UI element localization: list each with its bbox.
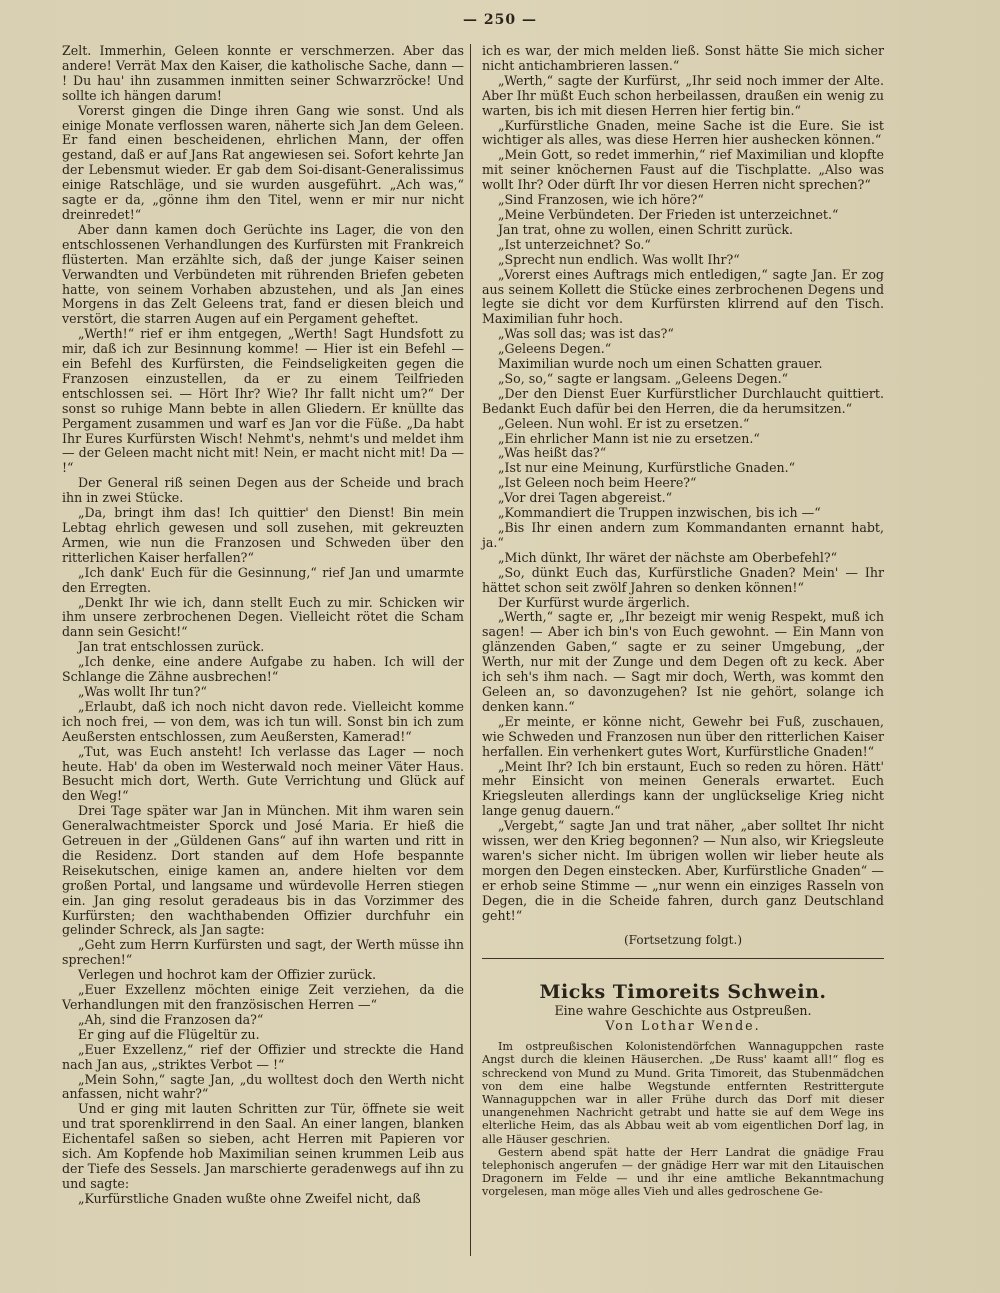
- paragraph: „Vergebt,“ sagte Jan und trat näher, „aber solltet Ihr nicht wissen, wer den Krieg begonnen? — Nun also, wir Kriegsleute waren's sicher nicht. Im übrigen wollen wir lieber heute als morgen den Degen einstecken. Aber, Kurfürstliche Gnaden“ — er erhob seine Stimme — „nur wenn ein einziges Rasseln von Degen, die in die Scheide fahren, durch ganz Deutschland geht!“: [482, 818, 884, 923]
- paragraph: „Der den Dienst Euer Kurfürstlicher Durchlaucht quittiert. Bedankt Euch dafür bei den Herren, die da herumsitzen.“: [482, 385, 884, 416]
- paragraph: Maximilian wurde noch um einen Schatten grauer.: [498, 356, 823, 372]
- paragraph: Verlegen und hochrot kam der Offizier zurück.: [78, 967, 376, 983]
- paragraph: „Mein Sohn,“ sagte Jan, „du wolltest doch den Werth nicht anfassen, nicht wahr?“: [62, 1071, 464, 1102]
- column-divider: [470, 44, 471, 1256]
- paragraph: Jan trat entschlossen zurück.: [78, 639, 265, 655]
- paragraph: „Ah, sind die Franzosen da?“: [78, 1011, 264, 1027]
- page-number: — 250 —: [463, 12, 537, 28]
- story-body: [482, 1040, 884, 1198]
- left-column: [62, 44, 464, 1207]
- paragraph: „Kommandiert die Truppen inzwischen, bis ich —“: [498, 505, 821, 521]
- paragraph: „Denkt Ihr wie ich, dann stellt Euch zu mir. Schicken wir ihm unsere zerbrochenen Degen. Vielleicht rötet die Scham dann sein Gesicht!“: [62, 594, 464, 640]
- paragraph: Gestern abend spät hatte der Herr Landrat die gnädige Frau telephonisch angerufen — der gnädige Herr war mit den Litauischen Dragonern im Felde — und ihr eine amtliche Bekanntmachung vorgelesen, man möge alles Vieh und alles gedroschene Ge-: [482, 1145, 884, 1199]
- paragraph: „Vor drei Tagen abgereist.“: [498, 490, 673, 506]
- story-author: Von Lothar Wende.: [605, 1018, 761, 1034]
- right-column: [482, 44, 884, 1199]
- paragraph: „Tut, was Euch ansteht! Ich verlasse das Lager — noch heute. Hab' da oben im Westerwald noch meiner Väter Haus. Besucht mich dort, Werth. Gute Verrichtung und Glück auf den Weg!“: [62, 743, 464, 804]
- paragraph: „Meine Verbündeten. Der Frieden ist unterzeichnet.“: [498, 206, 839, 222]
- continued-note: (Fortsetzung folgt.): [624, 933, 742, 948]
- paragraph: „Sprecht nun endlich. Was wollt Ihr?“: [498, 251, 740, 267]
- paragraph: „Ist nur eine Meinung, Kurfürstliche Gnaden.“: [498, 460, 796, 476]
- paragraph: „Geleen. Nun wohl. Er ist zu ersetzen.“: [498, 415, 750, 431]
- paragraph: Zelt. Immerhin, Geleen konnte er verschmerzen. Aber das andere! Verrät Max den Kaiser, die katholische Sache, dann — ! Du hau' ihn zusammen inmitten seiner Schwarzröcke! Und sollte ich hängen darum!: [62, 43, 464, 103]
- story-title: Micks Timoreits Schwein.: [539, 981, 827, 1004]
- paragraph: Aber dann kamen doch Gerüchte ins Lager, die von den entschlossenen Verhandlungen des Kurfürsten mit Frankreich flüsterten. Man erzählte sich, daß der junge Kaiser seinen Verwandten und Verbündeten mit rührenden Briefen gebeten hatte, von seinem Vorhaben abzustehen, und als Jan eines Morgens in das Zelt Geleens trat, fand er diesen bleich und verstört, die starren Augen auf ein Pergament geheftet.: [62, 221, 464, 327]
- paragraph: „Geht zum Herrn Kurfürsten und sagt, der Werth müsse ihn sprechen!“: [62, 937, 464, 968]
- section-divider: [482, 958, 884, 959]
- paragraph: „Was heißt das?“: [498, 445, 607, 461]
- paragraph: „Kurfürstliche Gnaden wußte ohne Zweifel nicht, daß: [78, 1190, 421, 1206]
- paragraph: „Werth,“ sagte er, „Ihr bezeigt mir wenig Respekt, muß ich sagen! — Aber ich bin's von Euch gewohnt. — Ein Mann von glänzenden Gaben,“ sagte er zu seiner Umgebung, „der Werth, nur mit der Zunge und dem Degen oft zu keck. Aber ich seh's ihm nach. — Sagt mir doch, Werth, was kommt den Geleen an, so davonzugehen? Ist nie gehört, solange ich denken kann.“: [482, 609, 884, 714]
- paragraph: „Er meinte, er könne nicht, Gewehr bei Fuß, zuschauen, wie Schweden und Franzosen nun über den ritterlichen Kaiser herfallen. Ein verhenkert gutes Wort, Kurfürstliche Gnaden!“: [482, 713, 884, 759]
- paragraph: Drei Tage später war Jan in München. Mit ihm waren sein Generalwachtmeister Sporck und José Maria. Er hieß die Getreuen in der „Güldenen Gans“ auf ihn warten und ritt in die Residenz. Dort standen auf dem Hofe bespannte Reisekutschen, einige kamen an, andere hielten vor dem großen Portal, und langsame und würdevolle Herren stiegen ein. Jan ging resolut geradeaus bis in das Vorzimmer des Kurfürsten; den wachthabenden Offizier durchfuhr ein gelinder Schreck, als Jan sagte:: [62, 803, 464, 938]
- paragraph: „Geleens Degen.“: [498, 341, 612, 357]
- novel-continuation: [482, 44, 884, 923]
- story-subtitle: Eine wahre Geschichte aus Ostpreußen.: [554, 1003, 812, 1019]
- paragraph: „Meint Ihr? Ich bin erstaunt, Euch so reden zu hören. Hätt' mehr Einsicht von meinen Generals erwartet. Euch Kriegsleuten allerdings kann der unglückselige Krieg nicht lange genug dauern.“: [482, 758, 884, 819]
- paragraph: „Ich denke, eine andere Aufgabe zu haben. Ich will der Schlange die Zähne ausbrechen!“: [62, 654, 464, 685]
- paragraph: „Bis Ihr einen andern zum Kommandanten ernannt habt, ja.“: [482, 520, 884, 550]
- paragraph: „Ich dank' Euch für die Gesinnung,“ rief Jan und umarmte den Erregten.: [62, 564, 464, 595]
- paragraph: „Erlaubt, daß ich noch nicht davon rede. Vielleicht komme ich noch frei, — von dem, was ich tun will. Sonst bin ich zum Aeußersten entschlossen, zum Aeußersten, Kamerad!“: [62, 698, 464, 744]
- paragraph: Er ging auf die Flügeltür zu.: [78, 1026, 260, 1042]
- paragraph: „Da, bringt ihm das! Ich quittier' den Dienst! Bin mein Lebtag ehrlich gewesen und soll zusehen, mit gekreuzten Armen, wie nun die Franzosen und Schweden über den ritterlichen Kaiser herfallen?“: [62, 505, 464, 565]
- paragraph: Der General riß seinen Degen aus der Scheide und brach ihn in zwei Stücke.: [62, 475, 464, 506]
- paragraph: Im ostpreußischen Kolonistendörfchen Wannaguppchen raste Angst durch die kleinen Häuserchen. „De Russ' kaamt all!“ flog es schreckend von Mund zu Mund. Grita Timoreit, das Stubenmädchen von dem eine halbe Wegstunde entfernten Restrittergute Wannaguppchen war in aller Frühe durch das Dorf mit dieser unangenehmen Nachricht getrabt und hatte sie auf dem Wege ins elterliche Heim, das als Abbau weit ab vom eigentlichen Dorf lag, in alle Häuser geschrien.: [482, 1040, 884, 1146]
- paragraph: „So, dünkt Euch das, Kurfürstliche Gnaden? Mein' — Ihr hättet schon seit zwölf Jahren so denken können!“: [482, 564, 884, 595]
- paragraph: „Vorerst eines Auftrags mich entledigen,“ sagte Jan. Er zog aus seinem Kollett die Stücke eines zerbrochenen Degens und legte sie dicht vor dem Kurfürsten klirrend auf den Tisch. Maximilian fuhr hoch.: [482, 266, 884, 327]
- paragraph: „Euer Exzellenz,“ rief der Offizier und streckte die Hand nach Jan aus, „striktes Verbot — !“: [62, 1041, 464, 1072]
- paragraph: „Mich dünkt, Ihr wäret der nächste am Oberbefehl?“: [498, 549, 838, 565]
- paragraph: „Ein ehrlicher Mann ist nie zu ersetzen.“: [498, 430, 760, 446]
- paragraph: „So, so,“ sagte er langsam. „Geleens Degen.“: [498, 370, 789, 386]
- paragraph: „Was wollt Ihr tun?“: [78, 683, 207, 699]
- paragraph: „Ist Geleen noch beim Heere?“: [498, 475, 697, 491]
- paragraph: „Werth,“ sagte der Kurfürst, „Ihr seid noch immer der Alte. Aber Ihr müßt Euch schon herbeilassen, draußen ein wenig zu warten, bis ich mit diesen Herren hier fertig bin.“: [482, 72, 884, 118]
- paragraph: Der Kurfürst wurde ärgerlich.: [498, 594, 690, 610]
- paragraph: Vorerst gingen die Dinge ihren Gang wie sonst. Und als einige Monate verflossen waren, näherte sich Jan dem Geleen. Er fand einen bescheidenen, ehrlichen Mann, der offen gestand, daß er auf Jans Rat angewiesen sei. Sofort kehrte Jan der Lebensmut wieder. Er gab dem Soi-disant-Generalissimus einige Ratschläge, und sie wurden ausgeführt. „Ach was,“ sagte er da, „gönne ihm den Titel, wenn er mir nur nicht dreinredet!“: [62, 102, 464, 222]
- paragraph: ich es war, der mich melden ließ. Sonst hätte Sie mich sicher nicht antichambrieren lassen.“: [482, 43, 884, 73]
- paragraph: „Was soll das; was ist das?“: [498, 326, 674, 342]
- paragraph: „Sind Franzosen, wie ich höre?“: [498, 192, 704, 208]
- paragraph: Und er ging mit lauten Schritten zur Tür, öffnete sie weit und trat sporenklirrend in den Saal. An einer langen, blanken Eichentafel saßen so sieben, acht Herren mit Papieren vor sich. Am Kopfende hob Maximilian seinen krummen Leib aus der Tiefe des Sessels. Jan marschierte geradenwegs auf ihn zu und sagte:: [62, 1101, 464, 1191]
- paragraph: „Mein Gott, so redet immerhin,“ rief Maximilian und klopfte mit seiner knöchernen Faust auf die Tischplatte. „Also was wollt Ihr? Oder dürft Ihr vor diesen Herren nicht sprechen?“: [482, 147, 884, 193]
- paragraph: „Werth!“ rief er ihm entgegen, „Werth! Sagt Hundsfott zu mir, daß ich zur Besinnung komme! — Hier ist ein Befehl — ein Befehl des Kurfürsten, die Feindseligkeiten gegen die Franzosen einzustellen, da er zu einem Teilfrieden entschlossen sei. — Hört Ihr? Wie? Ihr fallt nicht um?“ Der sonst so ruhige Mann bebte in allen Gliedern. Er knüllte das Pergament zusammen und warf es Jan vor die Füße. „Da habt Ihr Eures Kurfürsten Wisch! Nehmt's, nehmt's und meldet ihm — der Geleen macht nicht mit! Nein, er macht nicht mit! Da — !“: [62, 326, 464, 476]
- paragraph: Jan trat, ohne zu wollen, einen Schritt zurück.: [498, 221, 794, 237]
- paragraph: „Kurfürstliche Gnaden, meine Sache ist die Eure. Sie ist wichtiger als alles, was diese Herren hier aushecken können.“: [482, 117, 884, 148]
- paragraph: „Euer Exzellenz möchten einige Zeit verziehen, da die Verhandlungen mit den französischen Herren —“: [62, 982, 464, 1012]
- paragraph: „Ist unterzeichnet? So.“: [498, 236, 651, 252]
